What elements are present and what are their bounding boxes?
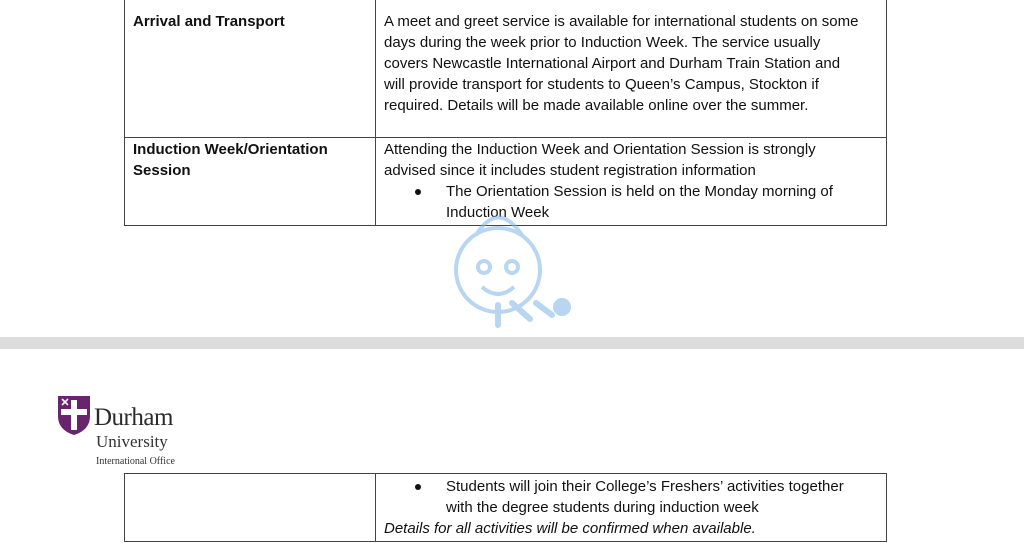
italic-note: Details for all activities will be confirmed when available. xyxy=(384,520,756,537)
row-label xyxy=(125,474,376,542)
logo-name: Durham xyxy=(94,404,173,431)
bullet-list xyxy=(384,476,878,518)
watermark-logo xyxy=(440,195,580,360)
row-content xyxy=(376,474,887,542)
row-label: Induction Week/Orientation Session xyxy=(125,138,376,226)
text-line: required. Details will be made available online over the summer. xyxy=(384,97,809,114)
text-line: A meet and greet service is available for international students on some xyxy=(384,13,859,30)
page-separator xyxy=(0,337,1024,349)
info-table-top xyxy=(124,0,887,226)
row-label: Arrival and Transport xyxy=(125,0,376,138)
durham-university-logo xyxy=(56,394,206,474)
row-content xyxy=(376,0,887,138)
info-table-bottom xyxy=(124,473,887,542)
text-line: days during the week prior to Induction Week. The service usually xyxy=(384,34,821,51)
bullet-item: The Orientation Session is held on the Monday morning of Induction Week xyxy=(446,181,878,223)
text-line: covers Newcastle International Airport and Durham Train Station and xyxy=(384,55,841,72)
text-line: Attending the Induction Week and Orientation Session is strongly xyxy=(384,141,816,158)
text-line: advised since it includes student registration information xyxy=(384,162,756,179)
logo-office: International Office xyxy=(96,456,175,467)
bullet-item: Students will join their College’s Freshers’ activities together with the degree students during induction week xyxy=(446,476,878,518)
logo-university: University xyxy=(96,432,168,451)
crest-icon xyxy=(56,394,92,436)
table-row xyxy=(125,0,887,138)
table-row xyxy=(125,474,887,542)
text-line: will provide transport for students to Queen’s Campus, Stockton if xyxy=(384,76,819,93)
